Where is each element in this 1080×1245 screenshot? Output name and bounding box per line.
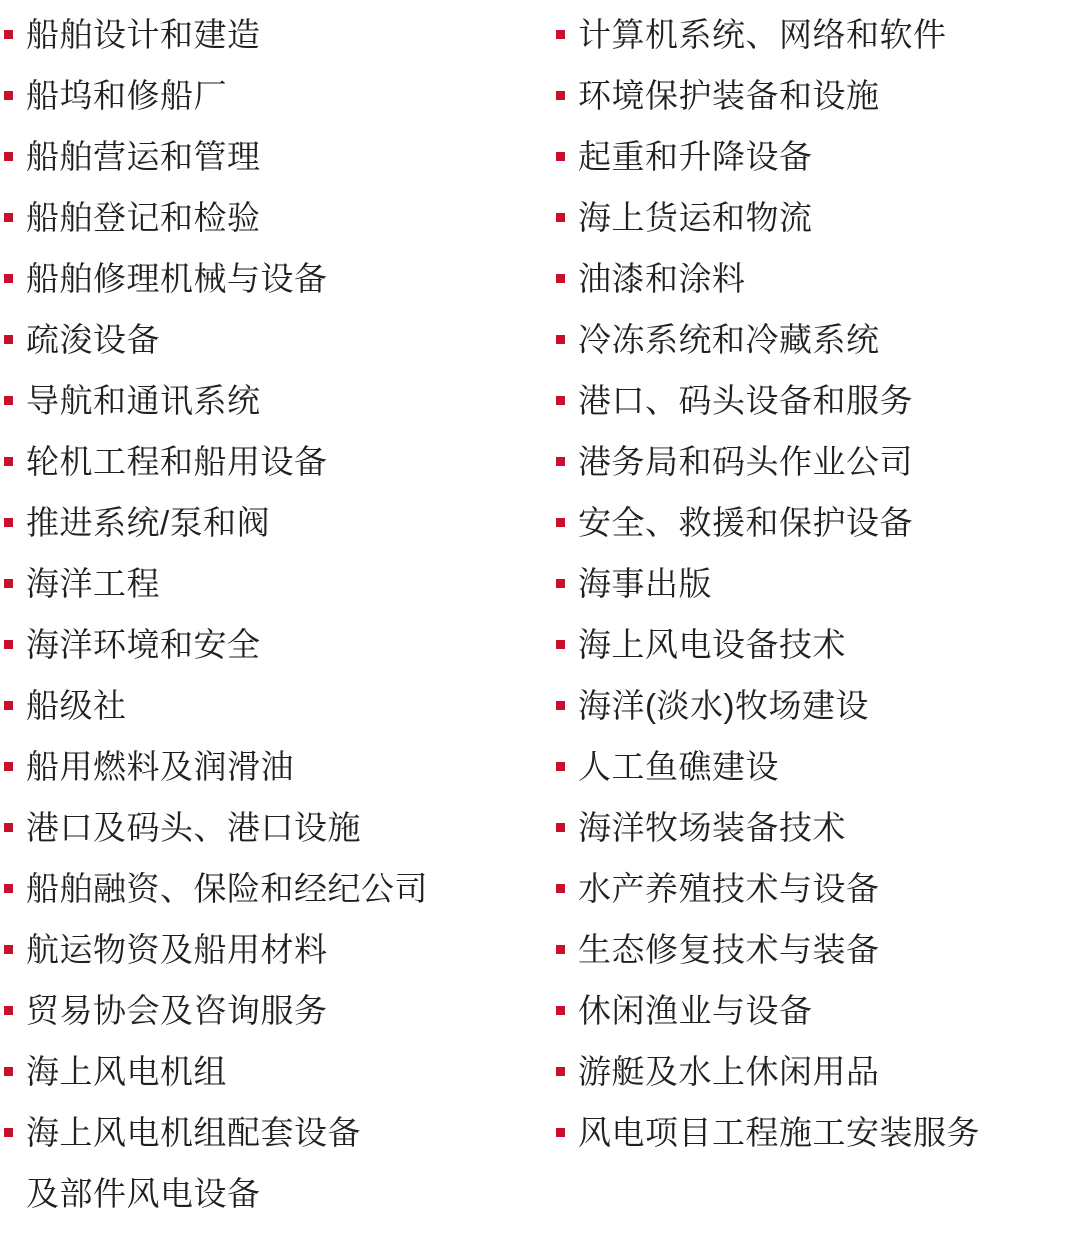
list-item <box>556 187 1076 248</box>
list-item <box>556 1102 1076 1163</box>
list-item <box>4 248 556 309</box>
square-bullet-icon <box>4 213 13 222</box>
list-item <box>556 858 1076 919</box>
list-item-label: 船舶融资、保险和经纪公司 <box>26 870 428 907</box>
square-bullet-icon <box>4 762 13 771</box>
square-bullet-icon <box>556 335 565 344</box>
list-item <box>4 126 556 187</box>
square-bullet-icon <box>4 1128 13 1137</box>
list-item <box>4 1163 556 1224</box>
list-item <box>4 980 556 1041</box>
square-bullet-icon <box>556 457 565 466</box>
list-item-label: 生态修复技术与装备 <box>578 931 880 968</box>
list-item <box>556 675 1076 736</box>
list-item-label: 海洋(淡水)牧场建设 <box>578 687 869 724</box>
list-item-label: 水产养殖技术与设备 <box>578 870 880 907</box>
square-bullet-icon <box>556 396 565 405</box>
square-bullet-icon <box>556 518 565 527</box>
list-item-label: 海洋牧场装备技术 <box>578 809 846 846</box>
list-item <box>4 736 556 797</box>
list-item <box>556 248 1076 309</box>
list-item-label: 轮机工程和船用设备 <box>26 443 328 480</box>
list-item-label: 海事出版 <box>578 565 712 602</box>
square-bullet-icon <box>4 640 13 649</box>
list-item-label: 船坞和修船厂 <box>26 77 227 114</box>
list-item-label: 导航和通讯系统 <box>26 382 261 419</box>
list-item-label: 航运物资及船用材料 <box>26 931 328 968</box>
right-column <box>556 4 1076 1163</box>
list-item-label: 人工鱼礁建设 <box>578 748 779 785</box>
square-bullet-icon <box>4 518 13 527</box>
list-item <box>4 614 556 675</box>
list-item <box>4 797 556 858</box>
list-item-label: 环境保护装备和设施 <box>578 77 880 114</box>
list-item-label: 船舶设计和建造 <box>26 16 261 53</box>
list-item-label: 港口、码头设备和服务 <box>578 382 913 419</box>
list-item <box>556 126 1076 187</box>
list-item <box>556 370 1076 431</box>
list-item <box>556 919 1076 980</box>
list-item-label: 游艇及水上休闲用品 <box>578 1053 880 1090</box>
square-bullet-icon <box>556 762 565 771</box>
square-bullet-icon <box>4 152 13 161</box>
list-item-label: 冷冻系统和冷藏系统 <box>578 321 880 358</box>
square-bullet-icon <box>556 91 565 100</box>
list-item-label: 计算机系统、网络和软件 <box>578 16 947 53</box>
list-item-label: 起重和升降设备 <box>578 138 813 175</box>
list-item <box>556 980 1076 1041</box>
list-item <box>556 797 1076 858</box>
list-item-label: 港口及码头、港口设施 <box>26 809 361 846</box>
square-bullet-icon <box>4 396 13 405</box>
list-item <box>4 919 556 980</box>
list-item <box>4 65 556 126</box>
list-item <box>556 736 1076 797</box>
square-bullet-icon <box>4 335 13 344</box>
list-item <box>556 431 1076 492</box>
square-bullet-icon <box>556 274 565 283</box>
list-item <box>4 1041 556 1102</box>
list-item <box>4 4 556 65</box>
square-bullet-icon <box>4 30 13 39</box>
square-bullet-icon <box>4 1067 13 1076</box>
square-bullet-icon <box>4 945 13 954</box>
list-item-label: 船舶修理机械与设备 <box>26 260 328 297</box>
square-bullet-icon <box>4 1006 13 1015</box>
list-item <box>556 614 1076 675</box>
list-item-label: 船用燃料及润滑油 <box>26 748 294 785</box>
list-item-label: 推进系统/泵和阀 <box>26 504 271 541</box>
list-item <box>556 4 1076 65</box>
list-item-label: 休闲渔业与设备 <box>578 992 813 1029</box>
list-item <box>556 309 1076 370</box>
list-item <box>4 675 556 736</box>
square-bullet-icon <box>556 823 565 832</box>
list-item-label: 油漆和涂料 <box>578 260 746 297</box>
square-bullet-icon <box>556 945 565 954</box>
square-bullet-icon <box>556 579 565 588</box>
list-item-label: 船舶营运和管理 <box>26 138 261 175</box>
square-bullet-icon <box>556 30 565 39</box>
list-item-label: 船级社 <box>26 687 127 724</box>
square-bullet-icon <box>4 274 13 283</box>
square-bullet-icon <box>4 884 13 893</box>
list-item-label: 海上风电机组 <box>26 1053 227 1090</box>
list-item <box>556 492 1076 553</box>
list-item <box>4 553 556 614</box>
square-bullet-icon <box>4 579 13 588</box>
square-bullet-icon <box>556 213 565 222</box>
square-bullet-icon <box>556 640 565 649</box>
list-item <box>4 431 556 492</box>
list-item-label: 海洋环境和安全 <box>26 626 261 663</box>
square-bullet-icon <box>556 152 565 161</box>
list-item-label: 船舶登记和检验 <box>26 199 261 236</box>
list-item <box>556 1041 1076 1102</box>
list-item <box>4 1102 556 1163</box>
list-item <box>4 370 556 431</box>
list-item <box>4 187 556 248</box>
square-bullet-icon <box>4 701 13 710</box>
list-item <box>4 492 556 553</box>
square-bullet-icon <box>556 1006 565 1015</box>
list-item <box>4 858 556 919</box>
list-item-label: 风电项目工程施工安装服务 <box>578 1114 980 1151</box>
list-item <box>556 553 1076 614</box>
list-item-label: 港务局和码头作业公司 <box>578 443 913 480</box>
list-item-label: 疏浚设备 <box>26 321 160 358</box>
square-bullet-icon <box>556 701 565 710</box>
list-item-label: 海上货运和物流 <box>578 199 813 236</box>
square-bullet-icon <box>556 1067 565 1076</box>
square-bullet-icon <box>4 457 13 466</box>
square-bullet-icon <box>556 884 565 893</box>
list-item-label: 安全、救援和保护设备 <box>578 504 913 541</box>
left-column <box>0 4 556 1224</box>
list-item <box>556 65 1076 126</box>
square-bullet-icon <box>556 1128 565 1137</box>
square-bullet-icon <box>4 91 13 100</box>
list-item-label: 及部件风电设备 <box>26 1175 261 1212</box>
list-item-label: 海洋工程 <box>26 565 160 602</box>
list-item-label: 海上风电设备技术 <box>578 626 846 663</box>
square-bullet-icon <box>4 823 13 832</box>
list-item <box>4 309 556 370</box>
square-bullet-icon <box>4 1189 13 1198</box>
list-item-label: 贸易协会及咨询服务 <box>26 992 328 1029</box>
list-item-label: 海上风电机组配套设备 <box>26 1114 361 1151</box>
